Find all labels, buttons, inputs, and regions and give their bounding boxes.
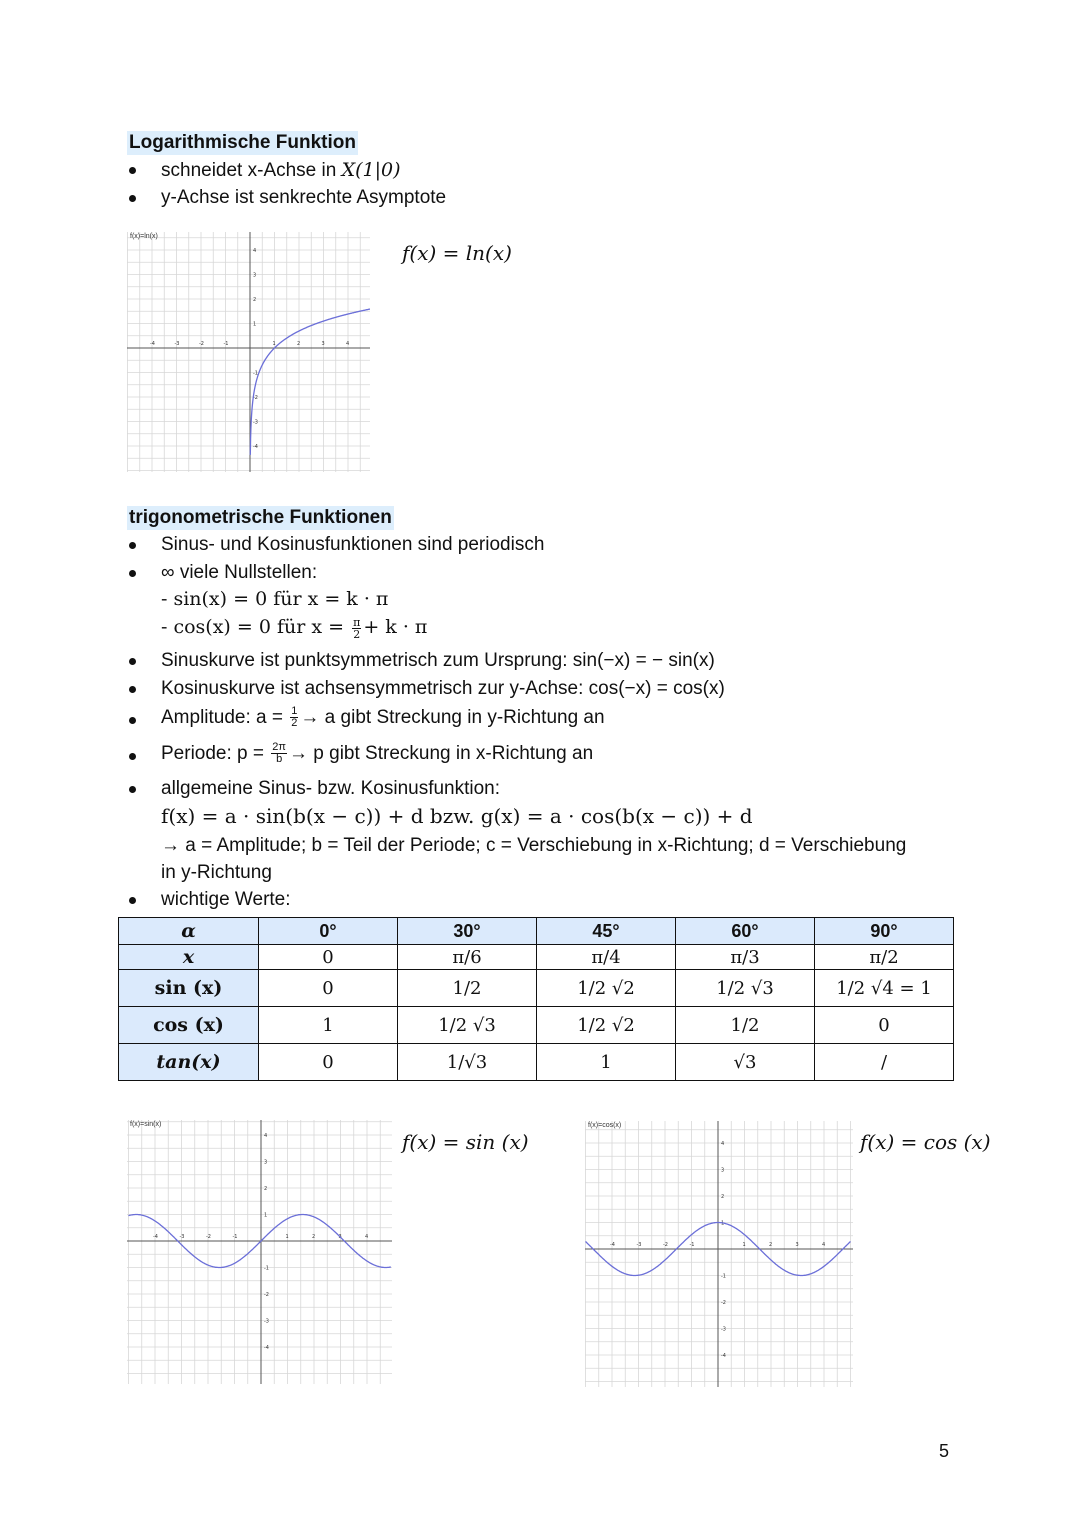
x-tick-label: -4 [610,1242,615,1248]
page-number: 5 [939,1441,950,1461]
trig-bullet-amplitude: Amplitude: a = $\frac{1}{2}$ → a gibt Streckung in y-Richtung an [161,705,605,730]
bullet-dot [129,686,136,693]
x-tick-label: 3 [321,341,325,347]
log-bullet-1: schneidet x-Achse in X(1|0) [161,159,401,181]
table-cell: 1/2 √3 [398,1007,537,1044]
bullet-dot [129,167,136,174]
degree-cell: 0° [259,918,398,945]
y-tick-label: 1 [264,1212,268,1219]
bullet-dot [129,786,136,793]
x-tick-label: 2 [312,1234,316,1240]
y-tick-label: 4 [253,248,257,254]
y-tick-label: -3 [721,1326,726,1333]
y-tick-label: -2 [264,1292,269,1298]
x-tick-label: -2 [199,341,204,347]
y-tick-label: -1 [264,1265,269,1272]
x-tick-label: -3 [636,1242,642,1248]
table-cell: 1 [537,1044,676,1081]
trig-bullet-period: Periode: p = $\frac{2\pi}{b}$ → p gibt Streckung in x-Richtung an [161,741,594,766]
y-tick-label: 3 [264,1159,268,1166]
x-tick-label: -4 [153,1234,158,1240]
table-row [119,945,954,970]
general-explanation-2: in y-Richtung [161,862,272,883]
table-cell: π/6 [398,945,537,970]
degree-cell: 90° [815,918,954,945]
row-head-x: x [119,945,259,970]
x-tick-label: 2 [297,341,301,347]
y-tick-label: -4 [264,1345,269,1351]
trig-bullet-periodic: Sinus- und Kosinusfunktionen sind periodisch [161,534,545,555]
table-cell: 1/2 √3 [676,970,815,1007]
trig-bullet-zeros: ∞ viele Nullstellen: [161,562,318,583]
ln-graph [127,232,370,472]
table-cell: 1 [259,1007,398,1044]
table-cell: 1/2 [398,970,537,1007]
table-cell: 0 [259,970,398,1007]
values-table [118,917,954,1081]
x-tick-label: 4 [346,341,350,347]
x-tick-label: -3 [179,1234,185,1240]
y-tick-label: -1 [721,1273,726,1280]
cos-graph-label: f(x)=cos(x) [588,1122,622,1129]
y-tick-label: -4 [253,444,258,450]
y-tick-label: -2 [253,395,258,401]
degree-cell: 30° [398,918,537,945]
y-tick-label: 2 [253,297,257,303]
y-tick-label: -2 [721,1300,726,1306]
sin-graph [127,1120,392,1384]
trig-bullet-general: allgemeine Sinus- bzw. Kosinusfunktion: [161,778,501,799]
y-tick-label: -3 [253,419,258,426]
row-head-alpha: α [119,918,259,945]
x-tick-label: -2 [206,1234,211,1240]
table-row [119,1044,954,1081]
x-tick-label: -1 [223,341,229,347]
table-cell: π/3 [676,945,815,970]
x-tick-label: 4 [822,1242,826,1248]
table-cell: π/2 [815,945,954,970]
table-cell: 1/2 [676,1007,815,1044]
x-tick-label: -3 [174,341,180,347]
zero-cos-line: - cos(x) = 0 für x = $\frac{\pi}{2}$ + k · π [161,615,428,641]
general-formula: f(x) = a · sin(b(x − c)) + d bzw. g(x) = a · cos(b(x − c)) + d [161,804,753,828]
x-tick-label: 4 [365,1234,369,1240]
x-tick-label: 3 [338,1234,342,1240]
table-cell: 1/√3 [398,1044,537,1081]
y-tick-label: 3 [253,272,257,279]
y-tick-label: -3 [264,1318,269,1325]
degree-cell: 45° [537,918,676,945]
y-tick-label: -1 [253,370,258,377]
general-explanation-1: → a = Amplitude; b = Teil der Periode; c = Verschiebung in x-Richtung; d = Verschiebung [161,835,907,856]
y-tick-label: 2 [721,1194,725,1200]
table-cell: π/4 [537,945,676,970]
y-tick-label: -4 [721,1353,726,1359]
table-cell: √3 [676,1044,815,1081]
x-tick-label: -1 [232,1234,238,1240]
table-cell: 0 [259,1044,398,1081]
sin-graph-label: f(x)=sin(x) [130,1121,162,1128]
y-tick-label: 1 [721,1220,725,1227]
table-row [119,1007,954,1044]
trig-bullet-values: wichtige Werte: [161,889,291,910]
x-tick-label: 1 [272,341,276,347]
y-tick-label: 3 [721,1167,725,1174]
table-cell: 0 [259,945,398,970]
y-tick-label: 4 [721,1141,725,1147]
x-tick-label: -4 [150,341,155,347]
y-tick-label: 2 [264,1186,268,1192]
table-cell: 1/2 √2 [537,970,676,1007]
row-head-tan: tan(x) [119,1044,259,1081]
y-tick-label: 1 [253,321,257,328]
row-head-cos: cos (x) [119,1007,259,1044]
bullet-dot [129,897,136,904]
ln-formula: f(x) = ln(x) [402,241,512,265]
bullet-dot [129,753,136,760]
cos-formula: f(x) = cos (x) [860,1130,991,1154]
table-cell: 0 [815,1007,954,1044]
degree-cell: 60° [676,918,815,945]
table-row [119,918,954,945]
bullet-dot [129,658,136,665]
row-head-sin: sin (x) [119,970,259,1007]
x-tick-label: 1 [285,1234,289,1240]
trig-bullet-cos-sym: Kosinuskurve ist achsensymmetrisch zur y-Achse: cos(−x) = cos(x) [161,678,725,699]
x-tick-label: -1 [689,1242,695,1248]
log-bullet-2: y-Achse ist senkrechte Asymptote [161,187,447,208]
table-cell: / [815,1044,954,1081]
bullet-dot [129,570,136,577]
x-tick-label: 3 [795,1242,799,1248]
trig-heading: trigonometrische Funktionen [129,507,392,528]
x-tick-label: 2 [769,1242,773,1248]
cos-graph [585,1121,853,1387]
table-cell: 1/2 √2 [537,1007,676,1044]
table-cell: 1/2 √4 = 1 [815,970,954,1007]
trig-bullet-sin-sym: Sinuskurve ist punktsymmetrisch zum Ursprung: sin(−x) = − sin(x) [161,650,715,671]
log-heading: Logarithmische Funktion [129,132,356,153]
table-row [119,970,954,1007]
sin-formula: f(x) = sin (x) [402,1130,529,1154]
bullet-dot [129,542,136,549]
zero-sin-line: - sin(x) = 0 für x = k · π [161,588,389,610]
x-tick-label: 1 [742,1242,746,1248]
bullet-dot [129,717,136,724]
function-curve [250,309,370,455]
ln-graph-label: f(x)=ln(x) [130,233,158,240]
y-tick-label: 4 [264,1133,268,1139]
bullet-dot [129,195,136,202]
x-tick-label: -2 [663,1242,668,1248]
